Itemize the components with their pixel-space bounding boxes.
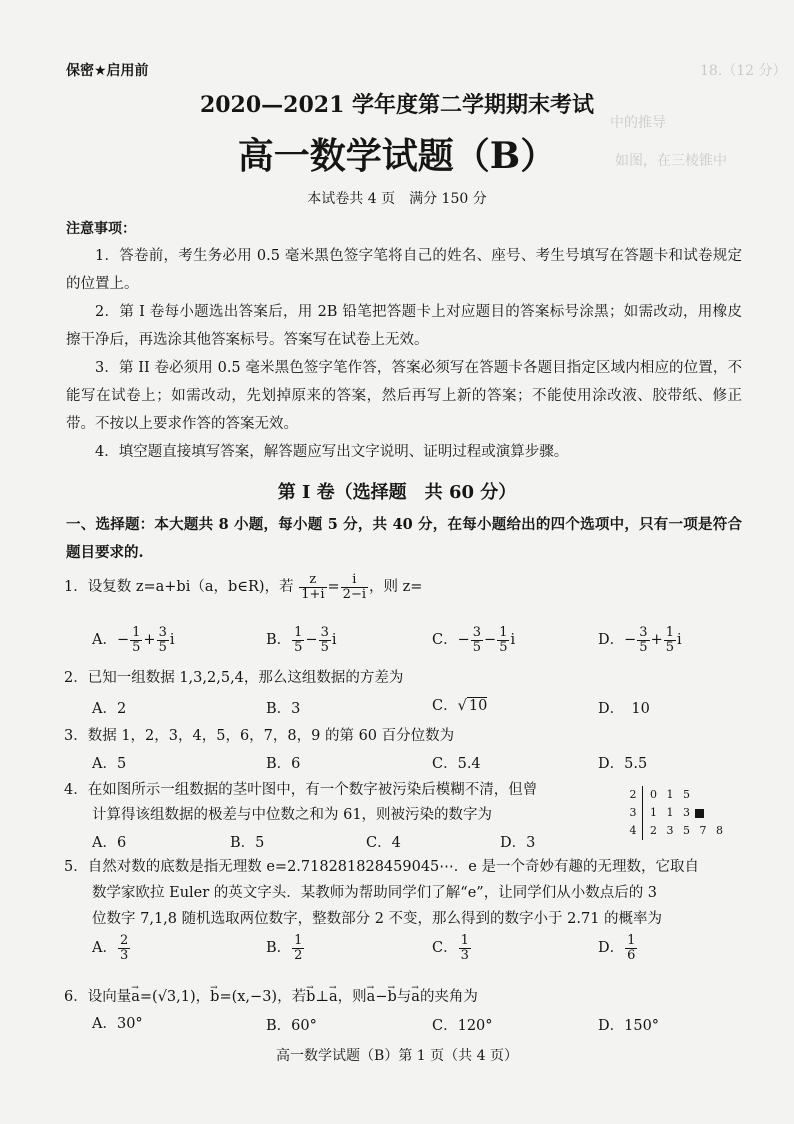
option-a: A． $\frac{2}{3}$	[92, 933, 129, 963]
exam-info: 本试卷共 4 页 满分 150 分	[307, 191, 487, 207]
option-d: D．− $\frac{3}{5}$ + $\frac{1}{5}$ i	[598, 625, 682, 655]
option-d: D． 10	[598, 701, 650, 717]
option-a: A．30°	[92, 1016, 143, 1032]
option-d: D．5.5	[598, 756, 648, 772]
page-footer: 高一数学试题（B）第 1 页（共 4 页）	[276, 1048, 518, 1064]
option-c: C．5.4	[432, 756, 481, 772]
option-a: A．− $\frac{1}{5}$ + $\frac{3}{5}$ i	[92, 625, 175, 655]
option-c: C．− $\frac{3}{5}$ − $\frac{1}{5}$ i	[432, 625, 516, 655]
section-title: 第 I 卷（选择题 共 60 分）	[277, 482, 517, 503]
option-b: B． $\frac{1}{5}$ − $\frac{3}{5}$ i	[266, 625, 337, 655]
option-a: A．2	[92, 701, 127, 717]
question-2: 2．已知一组数据 1,3,2,5,4，那么这组数据的方差为	[64, 670, 404, 686]
question-5-cont: 位数字 7,1,8 随机选取两位数字，整数部分 2 不变，那么得到的数字小于 2.71 的概率为	[92, 911, 663, 927]
stem-row: 2 0 1 5	[629, 788, 693, 801]
note-item: 3．第 II 卷必须用 0.5 毫米黑色签字笔作答，答案必须写在答题卡各题目指定区域内相应的位置，不能写在试卷上；如需改动，先划掉原来的答案，然后再写上新的答案；不能使用涂改液、胶带纸、修正带。不按以上要求作答的答案无效。	[66, 360, 742, 432]
question-6: 6．设向量→ a=(√3,1)，→ b=(x,−3)，若→ b⊥→ a，则→ a−→ b与→ a的夹角为	[64, 986, 478, 1008]
section-instruction: 一、选择题：本大题共 8 小题，每小题 5 分，共 40 分，在每小题给出的四个选项中，只有一项是符合题目要求的.	[66, 516, 742, 561]
paper-title: 高一数学试题（B）	[237, 135, 557, 177]
option-c: C．120°	[432, 1018, 493, 1034]
note-item: 1．答卷前，考生务必用 0.5 毫米黑色签字笔将自己的姓名、座号、考生号填写在答题卡和试卷规定的位置上。	[66, 248, 742, 292]
option-a: A．6	[92, 835, 127, 851]
notes-heading: 注意事项：	[66, 221, 136, 237]
question-4-cont: 计算得该组数据的极差与中位数之和为 61，则被污染的数字为	[92, 807, 493, 823]
question-5: 5．自然对数的底数是指无理数 e=2.718281828459045⋯．e 是一个奇妙有趣的无理数，它取自	[64, 859, 699, 875]
option-c: C．4	[366, 835, 401, 851]
option-b: B．5	[230, 835, 265, 851]
question-5-cont: 数学家欧拉 Euler 的英文字头．某教师为帮助同学们了解“e”，让同学们从小数点后的 3	[92, 885, 658, 901]
bleed-through-text: 18.（12 分）	[700, 63, 787, 79]
note-item: 2．第 I 卷每小题选出答案后，用 2B 铅笔把答题卡上对应题目的答案标号涂黑；如需改动，用橡皮擦干净后，再选涂其他答案标号。答案写在试卷上无效。	[66, 304, 742, 348]
note-item: 4．填空题直接填写答案，解答题应写出文字说明、证明过程或演算步骤。	[95, 444, 569, 460]
option-d: D．3	[500, 835, 536, 851]
bleed-through-text: 中的推导	[610, 115, 666, 131]
question-3: 3．数据 1，2，3，4，5，6，7，8，9 的第 60 百分位数为	[64, 728, 455, 744]
option-b: B．60°	[266, 1018, 317, 1034]
option-b: B． $\frac{1}{2}$	[266, 933, 303, 963]
option-c: C．√ 10	[432, 698, 488, 714]
question-4: 4．在如图所示一组数据的茎叶图中，有一个数字被污染后模糊不清，但曾	[64, 782, 538, 798]
confidential-label: 保密★启用前	[66, 63, 149, 79]
stem-row: 3 1 1 3	[628, 804, 738, 822]
option-d: D． $\frac{1}{6}$	[598, 933, 636, 963]
smudged-digit	[695, 809, 704, 818]
option-a: A．5	[92, 756, 127, 772]
exam-title: 2020—2021 学年度第二学期期末考试	[199, 92, 595, 118]
stem-row: 4 2 3 5 7 8	[629, 824, 726, 837]
option-b: B．6	[266, 756, 301, 772]
bleed-through-text: 如图，在三棱锥中	[615, 153, 727, 169]
option-b: B．3	[266, 701, 301, 717]
stem-leaf-plot	[628, 786, 738, 840]
option-c: C． $\frac{1}{3}$	[432, 933, 469, 963]
question-1: 1．设复数 z=a+bi（a，b∈R)，若 $\frac{z}{1+i}$ = $\frac{i}{2-i}$ ，则 z=	[64, 572, 423, 602]
option-d: D．150°	[598, 1018, 660, 1034]
